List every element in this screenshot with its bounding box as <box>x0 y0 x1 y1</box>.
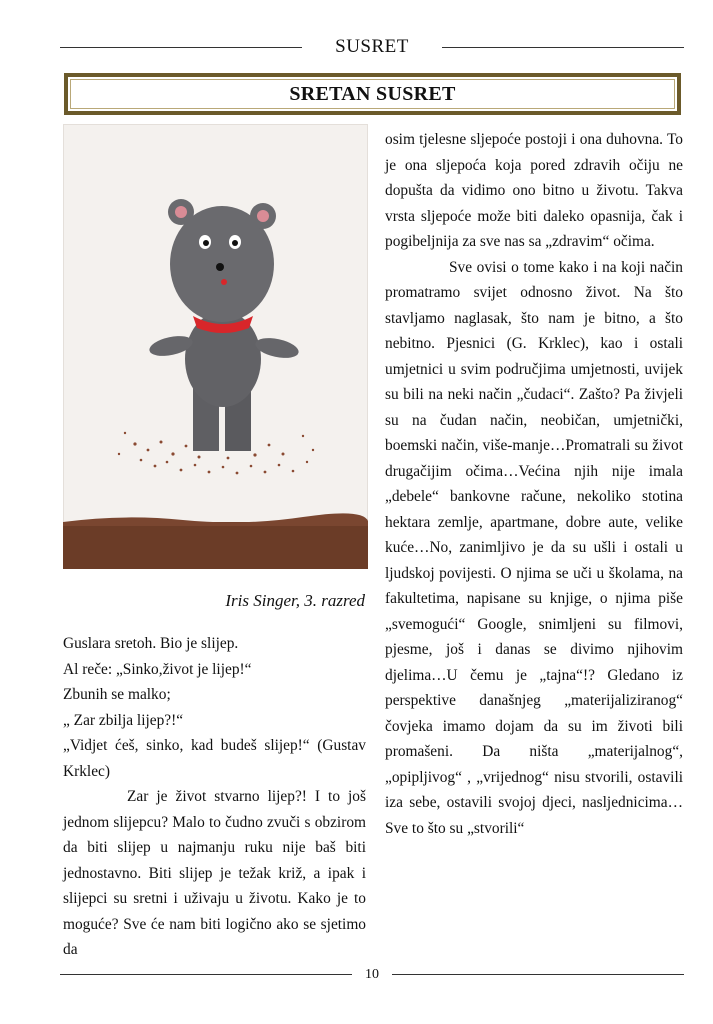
poem-quote: „Vidjet ćeš, sinko, kad budeš slijep!“ (Gustav Krklec) <box>63 737 366 780</box>
footer-rule-right <box>392 974 684 975</box>
section-title: SUSRET <box>335 36 409 57</box>
right-column <box>385 127 683 841</box>
page-footer <box>60 966 684 984</box>
figure-caption: Iris Singer, 3. razred <box>225 591 365 610</box>
poem-line: Zbunih se malko; <box>63 686 171 703</box>
poem-line: Guslara sretoh. Bio je slijep. <box>63 635 239 652</box>
article-title: SRETAN SUSRET <box>289 82 456 105</box>
body-paragraph: osim tjelesne sljepoće postoji i ona duhovna. To je ona sljepoća koja pored zdravih očiju ne dopušta da vidimo ono bitno u životu. Takva vrsta sljepoće može biti daleko opasnija, čak i pogibeljnija za sve nas sa „zdravim“ očima. <box>385 131 683 250</box>
footer-rule-left <box>60 974 352 975</box>
poem-line: Al reče: „Sinko,život je lijep!“ <box>63 660 252 678</box>
child-painting-grey-bear-icon <box>63 124 368 569</box>
header-rule-right <box>442 47 684 48</box>
poem-line: „ Zar zbilja lijep?!“ <box>63 711 184 729</box>
page-number: 10 <box>365 967 379 982</box>
article-title-box <box>64 73 681 115</box>
header-rule-left <box>60 47 302 48</box>
body-paragraph: Zar je život stvarno lijep?! I to još jednom slijepcu? Malo to čudno zvuči s obzirom da biti slijep u najmanju ruku nije baš biti jednostavno. Biti slijep je težak križ, a ipak i slijepci su sretni i uživaju u životu. Kako je to moguće? Sve će nam biti logično ako se sjetimo da <box>63 788 366 958</box>
left-column <box>63 631 366 963</box>
body-paragraph: Sve ovisi o tome kako i na koji način promatramo svijet odnosno život. Na što stavljamo naglasak, što nam je bitno, a što nebitno. Pjesnici (G. Krklec), kao i ostali umjetnici u svim područjima umjetnosti, uvijek su bili na neki način „čudaci“. Zašto? Pa živjeli su na čudan način, neobičan, umjetnički, boemski način, više-manje…Promatrali su život drugačijim očima…Većina njih nije imala „debele“ bankovne račune, nekoliko stotina hektara zemlje, apartmane, dobre aute, velike kuće…No, zanimljivo je da su ušli i ostali u ljudskoj povijesti. O njima se uči u školama, na fakultetima, napisane su knjige, o njima piše „svemogući“ Google, snimljeni su filmovi, pjesme, još i danas se divimo njihovim djelima…U čemu je „tajna“!? Gledano iz perspektive današnjeg „materijaliziranog“ čovjeka imamo dojam da su im životi bili promašeni. Da ništa „materijalnog“, „opipljivog“ , „vrijednog“ nisu stvorili, ostavili iza sebe, ostavili svojoj djeci, nasljednicima…Sve to što su „stvorili“ <box>385 258 683 837</box>
section-header <box>60 36 684 58</box>
bear-painting <box>63 124 368 569</box>
